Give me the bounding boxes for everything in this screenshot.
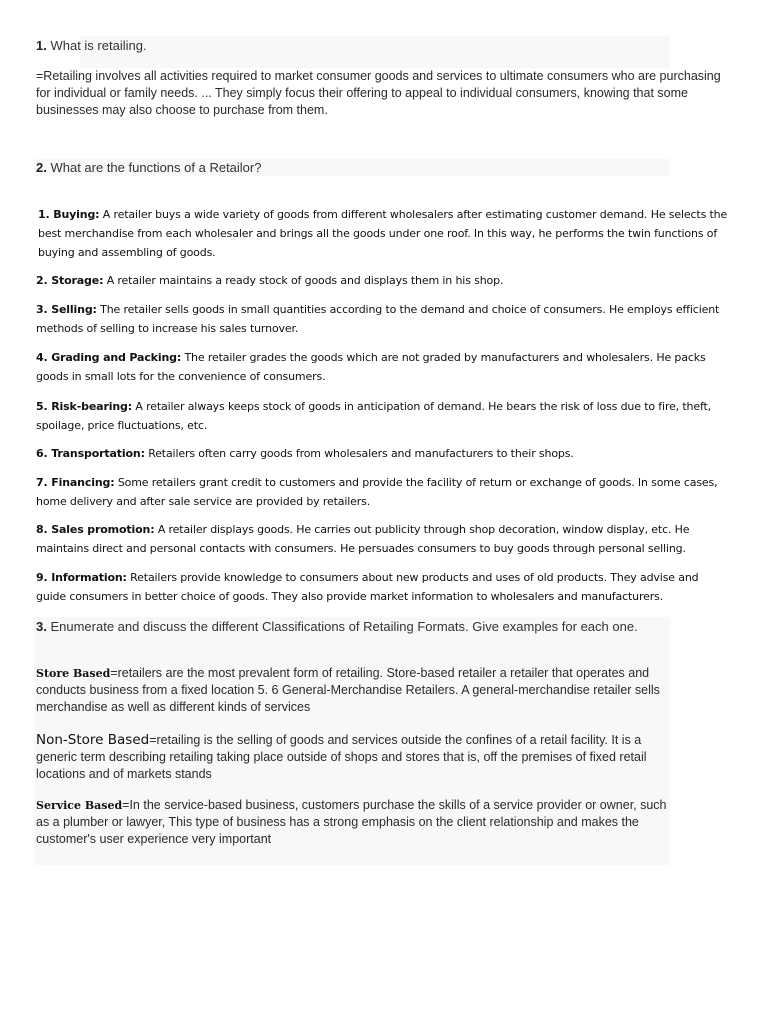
classification-description: =retailers are the most prevalent form of retailing. Store-based retailer a retailer that operates and conducts business from a fixed location 5. 6 General-Merchandise Retailers. A general-merchandise retailer sells merchandise as well as different kinds of services [36, 666, 660, 714]
function-description: The retailer sells goods in small quantities according to the demand and choice of consumers. He employs efficient methods of selling to increase his sales turnover. [36, 303, 720, 335]
classification-term: Store Based [36, 667, 111, 680]
question-1-heading [36, 38, 656, 53]
function-description: A retailer always keeps stock of goods in anticipation of demand. He bears the risk of loss due to fire, theft, spoilage, price fluctuations, etc. [36, 400, 712, 432]
question-2-number: 2. [36, 160, 47, 175]
classification-store-based [36, 665, 668, 716]
question-3-number: 3. [36, 619, 47, 634]
function-item-buying [38, 205, 728, 262]
question-3-heading [36, 618, 656, 635]
question-1-answer: =Retailing involves all activities required to market consumer goods and services to ultimate consumers who are purchasing for individual or family needs. ... They simply focus their offering to appeal to individual consumers, knowing that some businesses may also choose to purchase from them. [36, 69, 721, 117]
function-item-transportation [36, 444, 726, 463]
function-term: 9. Information: [36, 571, 127, 584]
classification-description: =retailing is the selling of goods and services outside the confines of a retail facility. It is a generic term describing retailing taking place outside of shops and stores that is, off the premises of fixed retail locations and of markets stands [36, 733, 647, 781]
classification-term: Non-Store Based [36, 732, 150, 748]
question-3-text: Enumerate and discuss the different Classifications of Retailing Formats. Give examples for each one. [50, 619, 638, 634]
function-item-storage [36, 271, 726, 290]
classification-service-based [36, 797, 668, 848]
function-term: 8. Sales promotion: [36, 523, 155, 536]
function-item-grading-packing [36, 348, 726, 386]
function-term: 3. Selling: [36, 303, 97, 316]
function-description: The retailer grades the goods which are not graded by manufacturers and wholesalers. He packs goods in small lots for the convenience of consumers. [36, 351, 706, 383]
question-2-text: What are the functions of a Retailor? [50, 160, 262, 175]
function-term: 2. Storage: [36, 274, 104, 287]
function-term: 7. Financing: [36, 476, 115, 489]
classification-description: =In the service-based business, customers purchase the skills of a service provider or owner, such as a plumber or lawyer, This type of business has a strong emphasis on the client relationship and makes the customer's user experience very important [36, 798, 667, 846]
function-item-information [36, 568, 726, 606]
classification-non-store-based [36, 732, 668, 783]
function-description: Retailers often carry goods from wholesalers and manufacturers to their shops. [144, 447, 574, 460]
function-item-risk-bearing [36, 397, 726, 435]
function-description: A retailer buys a wide variety of goods from different wholesalers after estimating customer demand. He selects the best merchandise from each wholesaler and brings all the goods under one roof. In this way, he performs the twin functions of buying and assembling of goods. [38, 208, 728, 259]
function-item-sales-promotion [36, 520, 726, 558]
function-item-selling [36, 300, 726, 338]
function-term: 6. Transportation: [36, 447, 145, 460]
function-description: A retailer displays goods. He carries out publicity through shop decoration, window display, etc. He maintains direct and personal contacts with consumers. He persuades consumers to buy goods through personal selling. [36, 523, 690, 555]
function-term: 5. Risk-bearing: [36, 400, 132, 413]
question-1-text: What is retailing. [50, 38, 147, 53]
function-description: A retailer maintains a ready stock of goods and displays them in his shop. [103, 274, 504, 287]
question-2-heading [36, 160, 656, 175]
question-1-number: 1. [36, 38, 47, 53]
function-description: Some retailers grant credit to customers and provide the facility of return or exchange of goods. In some cases, home delivery and after sale service are provided by retailers. [36, 476, 718, 508]
function-description: Retailers provide knowledge to consumers about new products and uses of old products. They advise and guide consumers in better choice of goods. They also provide market information to wholesalers and manufacturers. [36, 571, 699, 603]
classification-term: Service Based [36, 799, 123, 812]
function-term: 1. Buying: [38, 208, 100, 221]
function-item-financing [36, 473, 726, 511]
function-term: 4. Grading and Packing: [36, 351, 182, 364]
